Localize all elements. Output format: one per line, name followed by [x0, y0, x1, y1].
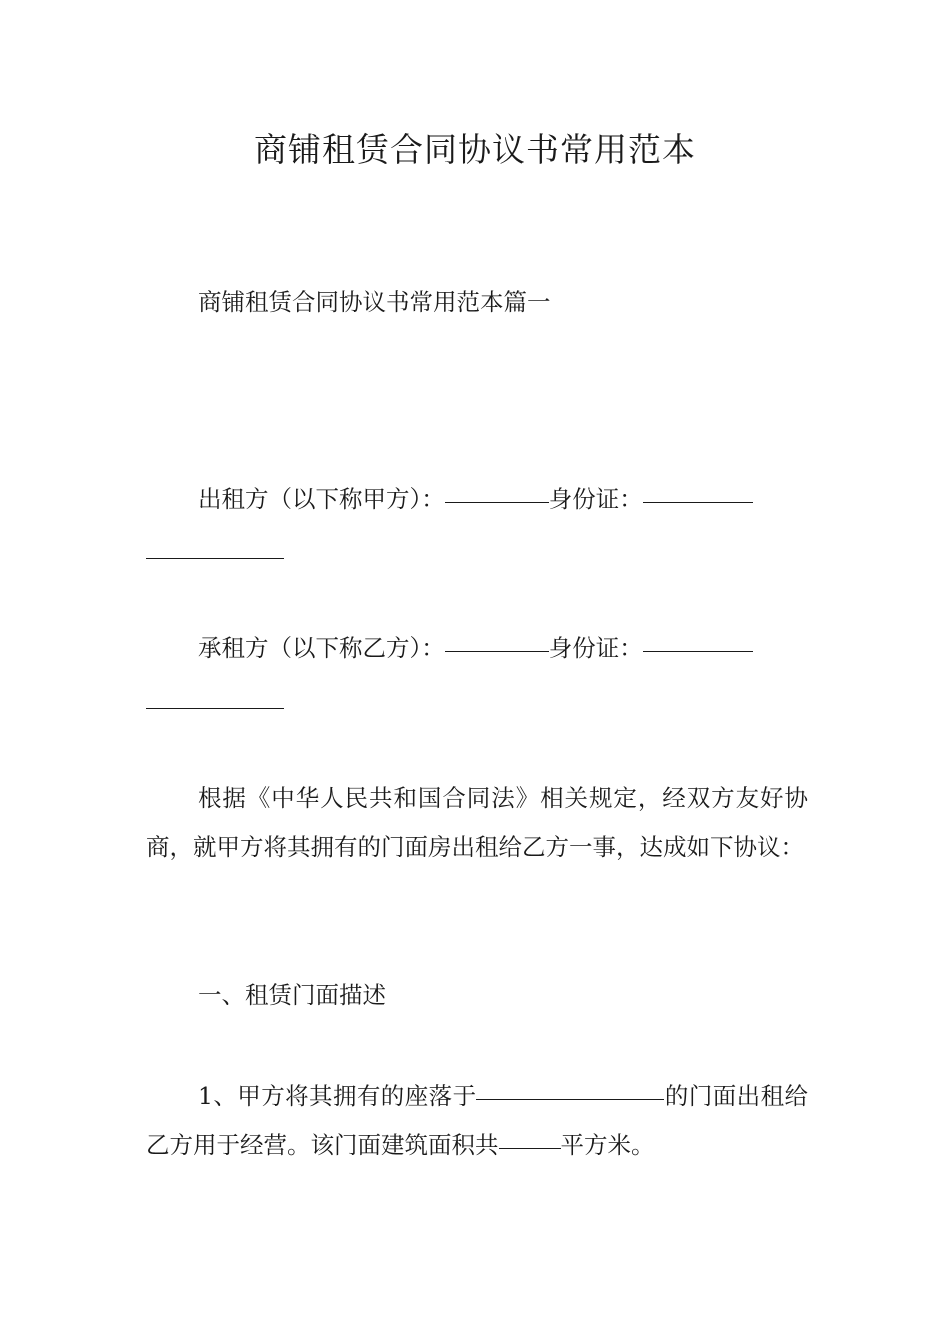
- lessee-id-label: 身份证：: [548, 634, 643, 662]
- document-title: 商铺租赁合同协议书常用范本: [254, 130, 696, 169]
- lessor-id-label: 身份证：: [548, 485, 643, 513]
- intro-paragraph: 根据《中华人民共和国合同法》相关规定，经双方友好协商，就甲方将其拥有的门面房出租给乙方一事，达成如下协议：: [146, 784, 808, 861]
- lessee-label: 承租方（以下称乙方）：: [198, 634, 445, 662]
- section-heading: 商铺租赁合同协议书常用范本篇一: [198, 288, 551, 316]
- clause-1: [146, 1072, 808, 1170]
- area-blank: [499, 1147, 561, 1149]
- clause-1-part-b: 的门面出租给乙方用于经营。该门面建筑面积共: [146, 1082, 808, 1159]
- lessee-name-blank: [445, 650, 549, 652]
- lessee-id-blank-continued: [146, 707, 284, 709]
- lessee-id-blank: [643, 650, 753, 652]
- lessor-id-blank: [643, 501, 753, 503]
- lessor-name-blank: [445, 501, 549, 503]
- lessor-id-blank-continued: [146, 557, 284, 559]
- location-blank: [476, 1098, 664, 1100]
- lessor-label: 出租方（以下称甲方）：: [198, 485, 445, 513]
- clause-1-part-a: 1、甲方将其拥有的座落于: [198, 1082, 477, 1110]
- lessee-line: [146, 624, 808, 673]
- clause-1-part-c: 平方米。: [560, 1131, 655, 1159]
- lessor-line: [146, 475, 808, 524]
- article-1-heading: 一、租赁门面描述: [198, 981, 386, 1009]
